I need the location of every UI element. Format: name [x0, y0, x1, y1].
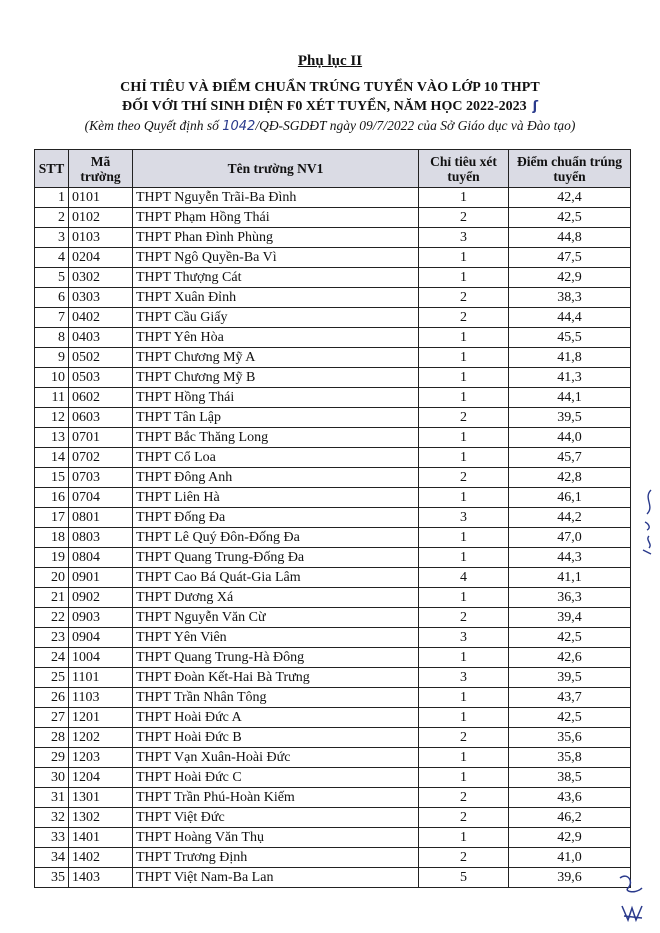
subtitle-prefix: (Kèm theo Quyết định số [84, 118, 223, 133]
document-subtitle [0, 118, 660, 134]
row-school-name: THPT Cổ Loa [133, 448, 419, 468]
row-school-name: THPT Cao Bá Quát-Gia Lâm [133, 568, 419, 588]
row-school-code: 1204 [69, 768, 133, 788]
row-score: 36,3 [509, 588, 631, 608]
column-header: Chỉ tiêu xét tuyển [419, 150, 509, 188]
row-score: 46,1 [509, 488, 631, 508]
row-score: 45,5 [509, 328, 631, 348]
row-school-code: 0602 [69, 388, 133, 408]
row-school-name: THPT Dương Xá [133, 588, 419, 608]
row-quota: 2 [419, 408, 509, 428]
row-school-code: 0502 [69, 348, 133, 368]
row-stt: 26 [35, 688, 69, 708]
row-score: 39,5 [509, 408, 631, 428]
row-quota: 2 [419, 728, 509, 748]
table-row [35, 528, 631, 548]
row-school-name: THPT Phan Đình Phùng [133, 228, 419, 248]
row-school-name: THPT Hoài Đức C [133, 768, 419, 788]
row-quota: 4 [419, 568, 509, 588]
column-header: STT [35, 150, 69, 188]
table-row [35, 228, 631, 248]
row-score: 35,6 [509, 728, 631, 748]
row-school-code: 1101 [69, 668, 133, 688]
table-row [35, 468, 631, 488]
column-header: Mã trường [69, 150, 133, 188]
row-school-code: 1202 [69, 728, 133, 748]
row-quota: 1 [419, 448, 509, 468]
row-score: 47,5 [509, 248, 631, 268]
row-score: 45,7 [509, 448, 631, 468]
row-quota: 2 [419, 468, 509, 488]
row-quota: 1 [419, 648, 509, 668]
row-quota: 5 [419, 868, 509, 888]
row-school-code: 1401 [69, 828, 133, 848]
row-stt: 1 [35, 188, 69, 208]
row-stt: 35 [35, 868, 69, 888]
row-school-code: 1103 [69, 688, 133, 708]
table-row [35, 668, 631, 688]
table-header-row [35, 150, 631, 188]
table-row [35, 348, 631, 368]
row-score: 47,0 [509, 528, 631, 548]
row-school-code: 0603 [69, 408, 133, 428]
row-stt: 12 [35, 408, 69, 428]
table-row [35, 328, 631, 348]
row-quota: 2 [419, 608, 509, 628]
row-school-name: THPT Đoàn Kết-Hai Bà Trưng [133, 668, 419, 688]
row-quota: 1 [419, 688, 509, 708]
row-stt: 34 [35, 848, 69, 868]
row-school-code: 1403 [69, 868, 133, 888]
row-school-code: 0503 [69, 368, 133, 388]
row-score: 44,8 [509, 228, 631, 248]
row-quota: 1 [419, 528, 509, 548]
row-score: 42,5 [509, 708, 631, 728]
row-quota: 1 [419, 588, 509, 608]
table-row [35, 288, 631, 308]
table-row [35, 548, 631, 568]
row-quota: 2 [419, 288, 509, 308]
row-quota: 2 [419, 208, 509, 228]
row-school-code: 1201 [69, 708, 133, 728]
table-row [35, 628, 631, 648]
row-school-code: 0702 [69, 448, 133, 468]
row-school-name: THPT Cầu Giấy [133, 308, 419, 328]
row-school-name: THPT Phạm Hồng Thái [133, 208, 419, 228]
document-title-line2-text: ĐỐI VỚI THÍ SINH DIỆN F0 XÉT TUYỂN, NĂM HỌC 2022-2023 [121, 99, 527, 114]
row-score: 38,3 [509, 288, 631, 308]
row-school-name: THPT Liên Hà [133, 488, 419, 508]
row-stt: 15 [35, 468, 69, 488]
row-stt: 16 [35, 488, 69, 508]
row-stt: 11 [35, 388, 69, 408]
row-score: 41,1 [509, 568, 631, 588]
row-stt: 31 [35, 788, 69, 808]
row-school-code: 0901 [69, 568, 133, 588]
table-row [35, 388, 631, 408]
appendix-label: Phụ lục II [297, 53, 363, 69]
table-row [35, 448, 631, 468]
row-quota: 3 [419, 508, 509, 528]
row-school-code: 0801 [69, 508, 133, 528]
row-stt: 17 [35, 508, 69, 528]
results-table [34, 149, 631, 888]
row-quota: 3 [419, 628, 509, 648]
row-school-code: 1203 [69, 748, 133, 768]
row-stt: 22 [35, 608, 69, 628]
row-school-code: 0101 [69, 188, 133, 208]
row-school-code: 1402 [69, 848, 133, 868]
row-quota: 1 [419, 268, 509, 288]
row-school-code: 0701 [69, 428, 133, 448]
row-school-name: THPT Trần Phú-Hoàn Kiếm [133, 788, 419, 808]
table-row [35, 708, 631, 728]
row-quota: 2 [419, 308, 509, 328]
row-school-name: THPT Hoài Đức B [133, 728, 419, 748]
row-stt: 2 [35, 208, 69, 228]
row-score: 44,3 [509, 548, 631, 568]
row-stt: 6 [35, 288, 69, 308]
row-score: 41,0 [509, 848, 631, 868]
row-stt: 30 [35, 768, 69, 788]
row-score: 44,2 [509, 508, 631, 528]
subtitle-suffix: /QĐ-SGDĐT ngày 09/7/2022 của Sở Giáo dục và Đào tạo) [255, 118, 576, 133]
row-quota: 1 [419, 388, 509, 408]
table-row [35, 308, 631, 328]
row-school-code: 0904 [69, 628, 133, 648]
table-row [35, 368, 631, 388]
row-score: 43,6 [509, 788, 631, 808]
row-school-code: 0903 [69, 608, 133, 628]
row-school-name: THPT Lê Quý Đôn-Đống Đa [133, 528, 419, 548]
row-school-name: THPT Trần Nhân Tông [133, 688, 419, 708]
row-score: 44,0 [509, 428, 631, 448]
row-score: 41,3 [509, 368, 631, 388]
table-row [35, 568, 631, 588]
row-quota: 1 [419, 328, 509, 348]
row-stt: 3 [35, 228, 69, 248]
row-stt: 20 [35, 568, 69, 588]
row-school-name: THPT Tân Lập [133, 408, 419, 428]
row-score: 42,9 [509, 268, 631, 288]
row-quota: 1 [419, 748, 509, 768]
row-school-name: THPT Chương Mỹ B [133, 368, 419, 388]
row-score: 46,2 [509, 808, 631, 828]
row-school-name: THPT Việt Nam-Ba Lan [133, 868, 419, 888]
row-school-code: 1004 [69, 648, 133, 668]
row-stt: 13 [35, 428, 69, 448]
table-row [35, 768, 631, 788]
row-score: 39,5 [509, 668, 631, 688]
table-row [35, 608, 631, 628]
document-title-line1: CHỈ TIÊU VÀ ĐIỂM CHUẨN TRÚNG TUYỂN VÀO LỚP 10 THPT [120, 80, 540, 95]
row-stt: 9 [35, 348, 69, 368]
row-school-name: THPT Trương Định [133, 848, 419, 868]
row-quota: 1 [419, 248, 509, 268]
row-score: 39,6 [509, 868, 631, 888]
row-school-code: 0803 [69, 528, 133, 548]
row-school-name: THPT Yên Hòa [133, 328, 419, 348]
table-row [35, 808, 631, 828]
table-body [35, 188, 631, 888]
row-stt: 4 [35, 248, 69, 268]
table-row [35, 208, 631, 228]
table-row [35, 848, 631, 868]
row-quota: 1 [419, 428, 509, 448]
row-stt: 10 [35, 368, 69, 388]
row-school-code: 0303 [69, 288, 133, 308]
decision-number: 1042 [222, 119, 256, 134]
row-score: 42,8 [509, 468, 631, 488]
row-quota: 1 [419, 708, 509, 728]
row-school-code: 0402 [69, 308, 133, 328]
row-quota: 1 [419, 488, 509, 508]
row-school-name: THPT Ngô Quyền-Ba Vì [133, 248, 419, 268]
row-quota: 2 [419, 788, 509, 808]
row-school-name: THPT Chương Mỹ A [133, 348, 419, 368]
row-score: 44,4 [509, 308, 631, 328]
row-quota: 1 [419, 548, 509, 568]
row-score: 35,8 [509, 748, 631, 768]
row-school-code: 0403 [69, 328, 133, 348]
table-row [35, 688, 631, 708]
row-stt: 28 [35, 728, 69, 748]
table-row [35, 488, 631, 508]
row-school-name: THPT Việt Đức [133, 808, 419, 828]
table-row [35, 588, 631, 608]
table-row [35, 648, 631, 668]
row-quota: 2 [419, 808, 509, 828]
document-title-line2 [0, 99, 660, 115]
row-score: 39,4 [509, 608, 631, 628]
row-stt: 19 [35, 548, 69, 568]
row-stt: 18 [35, 528, 69, 548]
row-stt: 24 [35, 648, 69, 668]
row-school-name: THPT Hoài Đức A [133, 708, 419, 728]
table-row [35, 748, 631, 768]
row-school-code: 1301 [69, 788, 133, 808]
row-quota: 1 [419, 348, 509, 368]
row-stt: 14 [35, 448, 69, 468]
table-row [35, 508, 631, 528]
row-quota: 1 [419, 368, 509, 388]
table-row [35, 188, 631, 208]
corner-initials-icon [614, 868, 654, 928]
row-school-name: THPT Nguyễn Văn Cừ [133, 608, 419, 628]
row-stt: 5 [35, 268, 69, 288]
row-stt: 32 [35, 808, 69, 828]
handwritten-mark-icon: ʃ [532, 99, 539, 114]
row-school-name: THPT Quang Trung-Đống Đa [133, 548, 419, 568]
row-stt: 23 [35, 628, 69, 648]
row-stt: 7 [35, 308, 69, 328]
row-school-code: 0103 [69, 228, 133, 248]
row-school-name: THPT Vạn Xuân-Hoài Đức [133, 748, 419, 768]
row-school-name: THPT Hồng Thái [133, 388, 419, 408]
row-quota: 1 [419, 828, 509, 848]
row-school-name: THPT Đống Đa [133, 508, 419, 528]
margin-signature-icon [637, 488, 659, 558]
row-quota: 2 [419, 848, 509, 868]
row-score: 42,5 [509, 628, 631, 648]
row-score: 42,4 [509, 188, 631, 208]
table-row [35, 268, 631, 288]
row-school-name: THPT Hoàng Văn Thụ [133, 828, 419, 848]
table-row [35, 728, 631, 748]
row-stt: 27 [35, 708, 69, 728]
row-score: 42,5 [509, 208, 631, 228]
row-quota: 3 [419, 668, 509, 688]
table-row [35, 428, 631, 448]
row-quota: 3 [419, 228, 509, 248]
column-header: Điểm chuẩn trúng tuyển [509, 150, 631, 188]
column-header: Tên trường NV1 [133, 150, 419, 188]
table-row [35, 248, 631, 268]
row-quota: 1 [419, 188, 509, 208]
table-row [35, 828, 631, 848]
row-school-name: THPT Yên Viên [133, 628, 419, 648]
row-score: 38,5 [509, 768, 631, 788]
row-school-code: 0302 [69, 268, 133, 288]
row-school-code: 1302 [69, 808, 133, 828]
table-row [35, 868, 631, 888]
table-row [35, 788, 631, 808]
row-school-name: THPT Đông Anh [133, 468, 419, 488]
row-school-code: 0804 [69, 548, 133, 568]
row-score: 41,8 [509, 348, 631, 368]
row-stt: 25 [35, 668, 69, 688]
row-stt: 8 [35, 328, 69, 348]
row-school-code: 0703 [69, 468, 133, 488]
row-school-code: 0902 [69, 588, 133, 608]
row-score: 44,1 [509, 388, 631, 408]
row-school-name: THPT Nguyễn Trãi-Ba Đình [133, 188, 419, 208]
row-school-name: THPT Quang Trung-Hà Đông [133, 648, 419, 668]
row-school-name: THPT Xuân Đỉnh [133, 288, 419, 308]
row-score: 43,7 [509, 688, 631, 708]
row-score: 42,6 [509, 648, 631, 668]
table-row [35, 408, 631, 428]
row-school-name: THPT Bắc Thăng Long [133, 428, 419, 448]
row-stt: 21 [35, 588, 69, 608]
row-school-name: THPT Thượng Cát [133, 268, 419, 288]
row-quota: 1 [419, 768, 509, 788]
row-school-code: 0704 [69, 488, 133, 508]
row-school-code: 0204 [69, 248, 133, 268]
row-stt: 29 [35, 748, 69, 768]
row-stt: 33 [35, 828, 69, 848]
row-school-code: 0102 [69, 208, 133, 228]
row-score: 42,9 [509, 828, 631, 848]
